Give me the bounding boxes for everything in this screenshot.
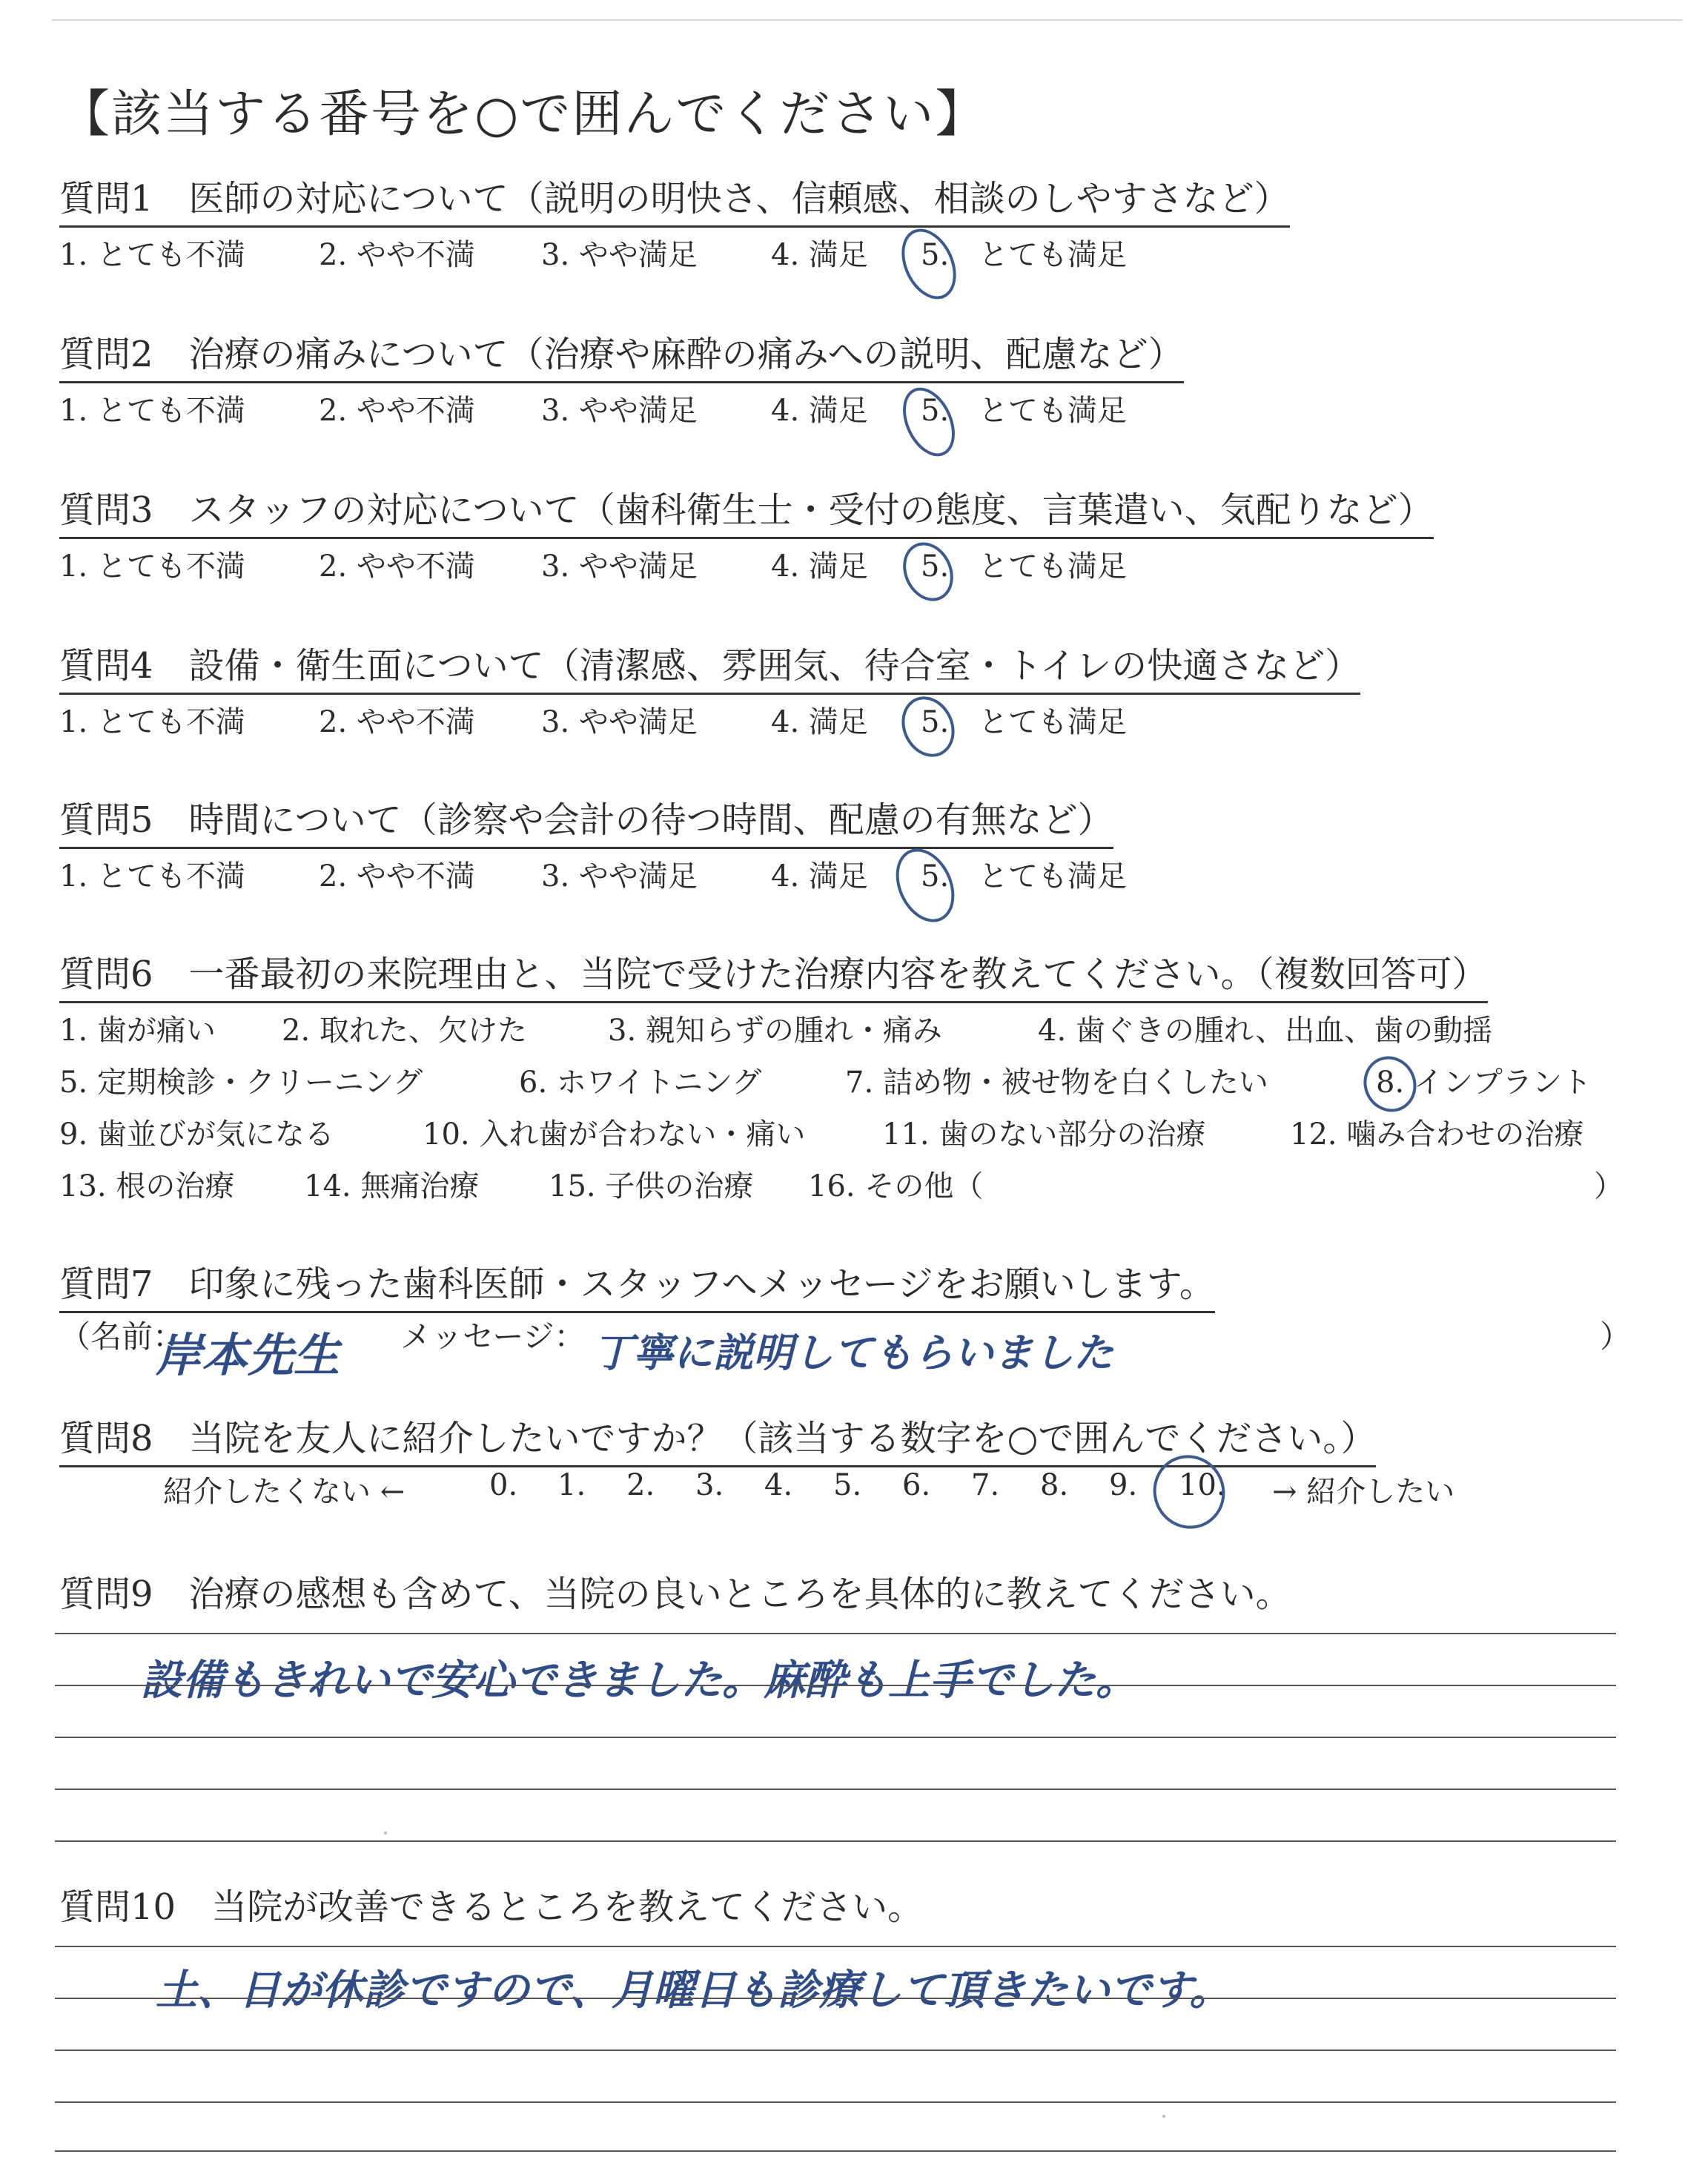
question-8-title: 質問8 当院を友人に紹介したいですか？（該当する数字を○で囲んでください。） bbox=[59, 1415, 1376, 1467]
q6-option-10[interactable]: 10. 入れ歯が合わない・痛い bbox=[423, 1117, 806, 1152]
q6-option-5[interactable]: 5. 定期検診・クリーニング bbox=[59, 1066, 423, 1100]
q7-close-paren: ） bbox=[1599, 1318, 1631, 1355]
q9-ruled-line bbox=[55, 1633, 1616, 1634]
q8-left-label: 紹介したくない ← bbox=[163, 1475, 406, 1509]
scan-edge-line bbox=[52, 19, 1683, 21]
option-5-label: とても満足 bbox=[979, 705, 1127, 739]
selection-circle-q4 bbox=[892, 688, 964, 766]
option-1[interactable]: 1. とても不満 bbox=[59, 549, 245, 584]
q6-option-6[interactable]: 6. ホワイトニング bbox=[519, 1066, 762, 1100]
option-5[interactable]: 5. bbox=[921, 859, 950, 894]
q6-option-14[interactable]: 14. 無痛治療 bbox=[304, 1169, 480, 1203]
option-3[interactable]: 3. やや満足 bbox=[541, 705, 698, 739]
selection-circle-q1 bbox=[891, 220, 967, 308]
q10-ruled-line bbox=[55, 2050, 1616, 2051]
option-3[interactable]: 3. やや満足 bbox=[541, 394, 698, 428]
option-5-label: とても満足 bbox=[979, 859, 1127, 894]
option-1[interactable]: 1. とても不満 bbox=[59, 705, 245, 739]
option-4[interactable]: 4. 満足 bbox=[771, 394, 868, 428]
q6-option-7[interactable]: 7. 詰め物・被せ物を白くしたい bbox=[845, 1066, 1268, 1100]
question-1-title: 質問1 医師の対応について（説明の明快さ、信頼感、相談のしやすさなど） bbox=[59, 175, 1290, 228]
question-6-title: 質問6 一番最初の来院理由と、当院で受けた治療内容を教えてください。（複数回答可） bbox=[59, 951, 1488, 1003]
option-2[interactable]: 2. やや不満 bbox=[319, 394, 475, 428]
option-3[interactable]: 3. やや満足 bbox=[541, 859, 698, 894]
q8-scale-4[interactable]: 4. bbox=[764, 1468, 793, 1502]
option-4[interactable]: 4. 満足 bbox=[771, 549, 868, 584]
option-5-label: とても満足 bbox=[979, 549, 1127, 584]
q6-option-4[interactable]: 4. 歯ぐきの腫れ、出血、歯の動揺 bbox=[1038, 1014, 1493, 1048]
question-2-title: 質問2 治療の痛みについて（治療や麻酔の痛みへの説明、配慮など） bbox=[59, 331, 1184, 383]
q6-option-13[interactable]: 13. 根の治療 bbox=[59, 1169, 235, 1203]
option-1[interactable]: 1. とても不満 bbox=[59, 859, 245, 894]
option-2[interactable]: 2. やや不満 bbox=[319, 549, 475, 584]
question-4-title: 質問4 設備・衛生面について（清潔感、雰囲気、待合室・トイレの快適さなど） bbox=[59, 642, 1360, 695]
option-4[interactable]: 4. 満足 bbox=[771, 705, 868, 739]
q8-right-label: → 紹介したい bbox=[1272, 1475, 1455, 1509]
option-2[interactable]: 2. やや不満 bbox=[319, 705, 475, 739]
q8-scale-2[interactable]: 2. bbox=[626, 1468, 655, 1502]
selection-circle-q6 bbox=[1354, 1048, 1426, 1120]
q6-option-12[interactable]: 12. 噛み合わせの治療 bbox=[1290, 1117, 1584, 1152]
q7-name-handwriting[interactable]: 岸本先生 bbox=[156, 1328, 340, 1382]
q6-option-9[interactable]: 9. 歯並びが気になる bbox=[59, 1117, 334, 1152]
option-5-label: とても満足 bbox=[979, 238, 1127, 272]
option-5[interactable]: 5. bbox=[921, 549, 950, 584]
q10-ruled-line bbox=[55, 2101, 1616, 2103]
q6-option-16[interactable]: 16. その他（ bbox=[808, 1169, 984, 1203]
q10-answer-handwriting[interactable]: 土、日が休診ですので、月曜日も診療して頂きたいです。 bbox=[156, 1966, 1231, 2015]
question-3-title: 質問3 スタッフの対応について（歯科衛生士・受付の態度、言葉遣い、気配りなど） bbox=[59, 486, 1434, 539]
question-5-title: 質問5 時間について（診察や会計の待つ時間、配慮の有無など） bbox=[59, 796, 1113, 849]
q8-scale-0[interactable]: 0. bbox=[489, 1468, 518, 1502]
option-5-label: とても満足 bbox=[979, 394, 1127, 428]
q6-option-1[interactable]: 1. 歯が痛い bbox=[59, 1014, 216, 1048]
q8-scale-9[interactable]: 9. bbox=[1109, 1468, 1138, 1502]
q7-message-handwriting[interactable]: 丁寧に説明してもらいました bbox=[593, 1330, 1113, 1376]
q10-ruled-line bbox=[55, 1946, 1616, 1947]
option-3[interactable]: 3. やや満足 bbox=[541, 238, 698, 272]
q8-scale-3[interactable]: 3. bbox=[695, 1468, 724, 1502]
q9-ruled-line bbox=[55, 1840, 1616, 1842]
q6-option-11[interactable]: 11. 歯のない部分の治療 bbox=[882, 1117, 1206, 1152]
option-2[interactable]: 2. やや不満 bbox=[319, 238, 475, 272]
scan-speck bbox=[1162, 2115, 1165, 2118]
option-1[interactable]: 1. とても不満 bbox=[59, 238, 245, 272]
q6-other-close: ） bbox=[1594, 1169, 1623, 1203]
q9-ruled-line bbox=[55, 1737, 1616, 1738]
q8-scale-10[interactable]: 10. bbox=[1179, 1468, 1226, 1502]
option-4[interactable]: 4. 満足 bbox=[771, 238, 868, 272]
q9-answer-handwriting[interactable]: 設備もきれいで安心できました。麻酔も上手でした。 bbox=[141, 1657, 1137, 1705]
q7-name-label: （名前： bbox=[59, 1318, 185, 1355]
q8-scale-8[interactable]: 8. bbox=[1040, 1468, 1069, 1502]
question-9-title: 質問9 治療の感想も含めて、当院の良いところを具体的に教えてください。 bbox=[59, 1573, 1291, 1615]
option-2[interactable]: 2. やや不満 bbox=[319, 859, 475, 894]
q6-option-15[interactable]: 15. 子供の治療 bbox=[549, 1169, 754, 1203]
q6-option-2[interactable]: 2. 取れた、欠けた bbox=[282, 1014, 527, 1048]
q8-scale-6[interactable]: 6. bbox=[902, 1468, 931, 1502]
option-4[interactable]: 4. 満足 bbox=[771, 859, 868, 894]
option-5[interactable]: 5. bbox=[921, 238, 950, 272]
q6-option-3[interactable]: 3. 親知らずの腫れ・痛み bbox=[608, 1014, 942, 1048]
question-7-title: 質問7 印象に残った歯科医師・スタッフへメッセージをお願いします。 bbox=[59, 1261, 1215, 1313]
q8-scale-7[interactable]: 7. bbox=[971, 1468, 1000, 1502]
q8-scale-1[interactable]: 1. bbox=[557, 1468, 586, 1502]
selection-circle-q2 bbox=[893, 379, 965, 464]
option-5[interactable]: 5. bbox=[921, 394, 950, 428]
option-3[interactable]: 3. やや満足 bbox=[541, 549, 698, 584]
question-10-title: 質問10 当院が改善できるところを教えてください。 bbox=[59, 1886, 924, 1928]
selection-circle-q5 bbox=[884, 839, 965, 932]
q9-ruled-line bbox=[55, 1685, 1616, 1686]
q6-option-8[interactable]: 8. インプラント bbox=[1376, 1066, 1592, 1100]
q10-ruled-line bbox=[55, 2150, 1616, 2152]
option-5[interactable]: 5. bbox=[921, 705, 950, 739]
selection-circle-q3 bbox=[894, 534, 963, 609]
page-header: 【該当する番号を○で囲んでください】 bbox=[59, 85, 987, 144]
q8-scale-5[interactable]: 5. bbox=[833, 1468, 862, 1502]
option-1[interactable]: 1. とても不満 bbox=[59, 394, 245, 428]
q9-ruled-line bbox=[55, 1789, 1616, 1790]
q7-message-label: メッセージ： bbox=[400, 1318, 586, 1355]
q10-ruled-line bbox=[55, 1998, 1616, 1999]
scan-speck bbox=[384, 1832, 387, 1834]
